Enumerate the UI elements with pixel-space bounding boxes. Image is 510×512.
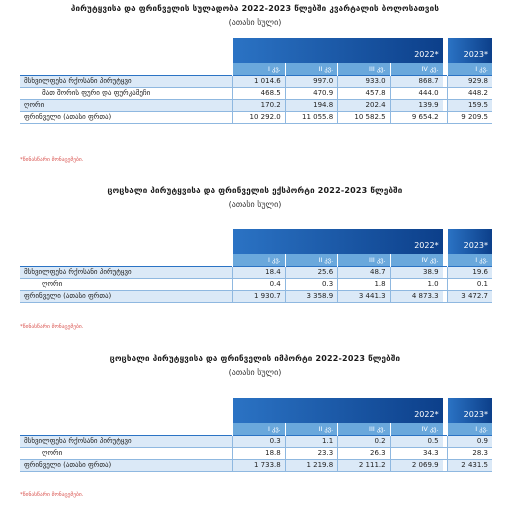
- quarter-header: I კვ.: [448, 63, 492, 76]
- cell-value: 48.7: [338, 267, 390, 279]
- footnote: *წინასწარი მონაცემები.: [20, 492, 84, 498]
- cell-value: 34.3: [390, 448, 442, 460]
- table-row: [20, 76, 492, 88]
- table-row: [20, 460, 492, 472]
- cell-value: 1.1: [285, 436, 337, 448]
- cell-value: 2 431.5: [448, 460, 492, 472]
- livestock-count-table: [20, 38, 492, 124]
- quarter-header: I კვ.: [448, 254, 492, 267]
- cell-value: 933.0: [338, 76, 390, 88]
- section-title: ცოცხალი პირუტყვისა და ფრინველის ექსპორტი 2022-2023 წლებში: [107, 186, 403, 195]
- section-livestock-export: [0, 186, 510, 209]
- year-header-2023: 2023*: [448, 229, 492, 254]
- quarter-header: II კვ.: [285, 423, 337, 436]
- cell-value: 3 358.9: [285, 291, 337, 303]
- cell-value: 470.9: [285, 88, 337, 100]
- cell-value: 1.8: [338, 279, 390, 291]
- cell-value: 0.9: [448, 436, 492, 448]
- cell-value: 0.5: [390, 436, 442, 448]
- livestock-export-table: [20, 229, 492, 303]
- cell-value: 468.5: [233, 88, 285, 100]
- cell-value: 10 292.0: [233, 112, 285, 124]
- row-label: ღორი: [20, 100, 233, 112]
- cell-value: 2 069.9: [390, 460, 442, 472]
- cell-value: 28.3: [448, 448, 492, 460]
- row-label: ფრინველი (ათასი ფრთა): [20, 291, 233, 303]
- quarter-header: III კვ.: [338, 254, 390, 267]
- quarter-header: I კვ.: [448, 423, 492, 436]
- cell-value: 444.0: [390, 88, 442, 100]
- cell-value: 1 219.8: [285, 460, 337, 472]
- quarter-header: I კვ.: [233, 254, 285, 267]
- cell-value: 1.0: [390, 279, 442, 291]
- year-header-2022: 2022*: [233, 398, 443, 423]
- year-header-2023: 2023*: [448, 38, 492, 63]
- section-unit: (ათასი სული): [228, 368, 282, 377]
- cell-value: 18.4: [233, 267, 285, 279]
- row-label: მსხვილფეხა რქოსანი პირუტყვი: [20, 76, 233, 88]
- footnote: *წინასწარი მონაცემები.: [20, 324, 84, 330]
- table-row: [20, 291, 492, 303]
- table-row: [20, 112, 492, 124]
- table-row: [20, 448, 492, 460]
- row-label: მსხვილფეხა რქოსანი პირუტყვი: [20, 267, 233, 279]
- section-unit: (ათასი სული): [228, 18, 282, 27]
- cell-value: 139.9: [390, 100, 442, 112]
- year-header-2022: 2022*: [233, 229, 443, 254]
- quarter-header: II კვ.: [285, 63, 337, 76]
- cell-value: 25.6: [285, 267, 337, 279]
- cell-value: 457.8: [338, 88, 390, 100]
- row-label: ღორი: [20, 279, 233, 291]
- quarter-header: III კვ.: [338, 63, 390, 76]
- cell-value: 9 654.2: [390, 112, 442, 124]
- cell-value: 194.8: [285, 100, 337, 112]
- cell-value: 11 055.8: [285, 112, 337, 124]
- table-row: [20, 279, 492, 291]
- quarter-header: IV კვ.: [390, 423, 442, 436]
- cell-value: 26.3: [338, 448, 390, 460]
- cell-value: 997.0: [285, 76, 337, 88]
- section-title: პირუტყვისა და ფრინველის სულადობა 2022-2023 წლებში კვარტალის ბოლოსათვის: [70, 4, 440, 13]
- cell-value: 10 582.5: [338, 112, 390, 124]
- cell-value: 23.3: [285, 448, 337, 460]
- cell-value: 3 441.3: [338, 291, 390, 303]
- table-row: [20, 436, 492, 448]
- livestock-import-table: [20, 398, 492, 472]
- quarter-header: I კვ.: [233, 423, 285, 436]
- cell-value: 1 014.6: [233, 76, 285, 88]
- section-unit: (ათასი სული): [228, 200, 282, 209]
- cell-value: 0.3: [285, 279, 337, 291]
- cell-value: 3 472.7: [448, 291, 492, 303]
- quarter-header: IV კვ.: [390, 254, 442, 267]
- section-title: ცოცხალი პირუტყვისა და ფრინველის იმპორტი 2022-2023 წლებში: [109, 354, 401, 363]
- row-label: ფრინველი (ათასი ფრთა): [20, 112, 233, 124]
- cell-value: 1 733.8: [233, 460, 285, 472]
- cell-value: 868.7: [390, 76, 442, 88]
- cell-value: 170.2: [233, 100, 285, 112]
- quarter-header: I კვ.: [233, 63, 285, 76]
- year-header-2022: 2022*: [233, 38, 443, 63]
- row-label: მსხვილფეხა რქოსანი პირუტყვი: [20, 436, 233, 448]
- row-label: ფრინველი (ათასი ფრთა): [20, 460, 233, 472]
- section-livestock-import: [0, 354, 510, 377]
- cell-value: 1 930.7: [233, 291, 285, 303]
- quarter-header: II კვ.: [285, 254, 337, 267]
- cell-value: 9 209.5: [448, 112, 492, 124]
- cell-value: 18.8: [233, 448, 285, 460]
- quarter-header: IV კვ.: [390, 63, 442, 76]
- cell-value: 2 111.2: [338, 460, 390, 472]
- table-row: [20, 267, 492, 279]
- cell-value: 0.4: [233, 279, 285, 291]
- cell-value: 0.2: [338, 436, 390, 448]
- section-livestock-count: [0, 4, 510, 27]
- cell-value: 448.2: [448, 88, 492, 100]
- cell-value: 202.4: [338, 100, 390, 112]
- footnote: *წინასწარი მონაცემები.: [20, 157, 84, 163]
- cell-value: 929.8: [448, 76, 492, 88]
- cell-value: 0.1: [448, 279, 492, 291]
- cell-value: 38.9: [390, 267, 442, 279]
- year-header-2023: 2023*: [448, 398, 492, 423]
- table-row: [20, 88, 492, 100]
- cell-value: 0.3: [233, 436, 285, 448]
- row-label: მათ შორის ფური და ფურკამეჩი: [20, 88, 233, 100]
- row-label: ღორი: [20, 448, 233, 460]
- cell-value: 19.6: [448, 267, 492, 279]
- table-row: [20, 100, 492, 112]
- cell-value: 4 873.3: [390, 291, 442, 303]
- quarter-header: III კვ.: [338, 423, 390, 436]
- cell-value: 159.5: [448, 100, 492, 112]
